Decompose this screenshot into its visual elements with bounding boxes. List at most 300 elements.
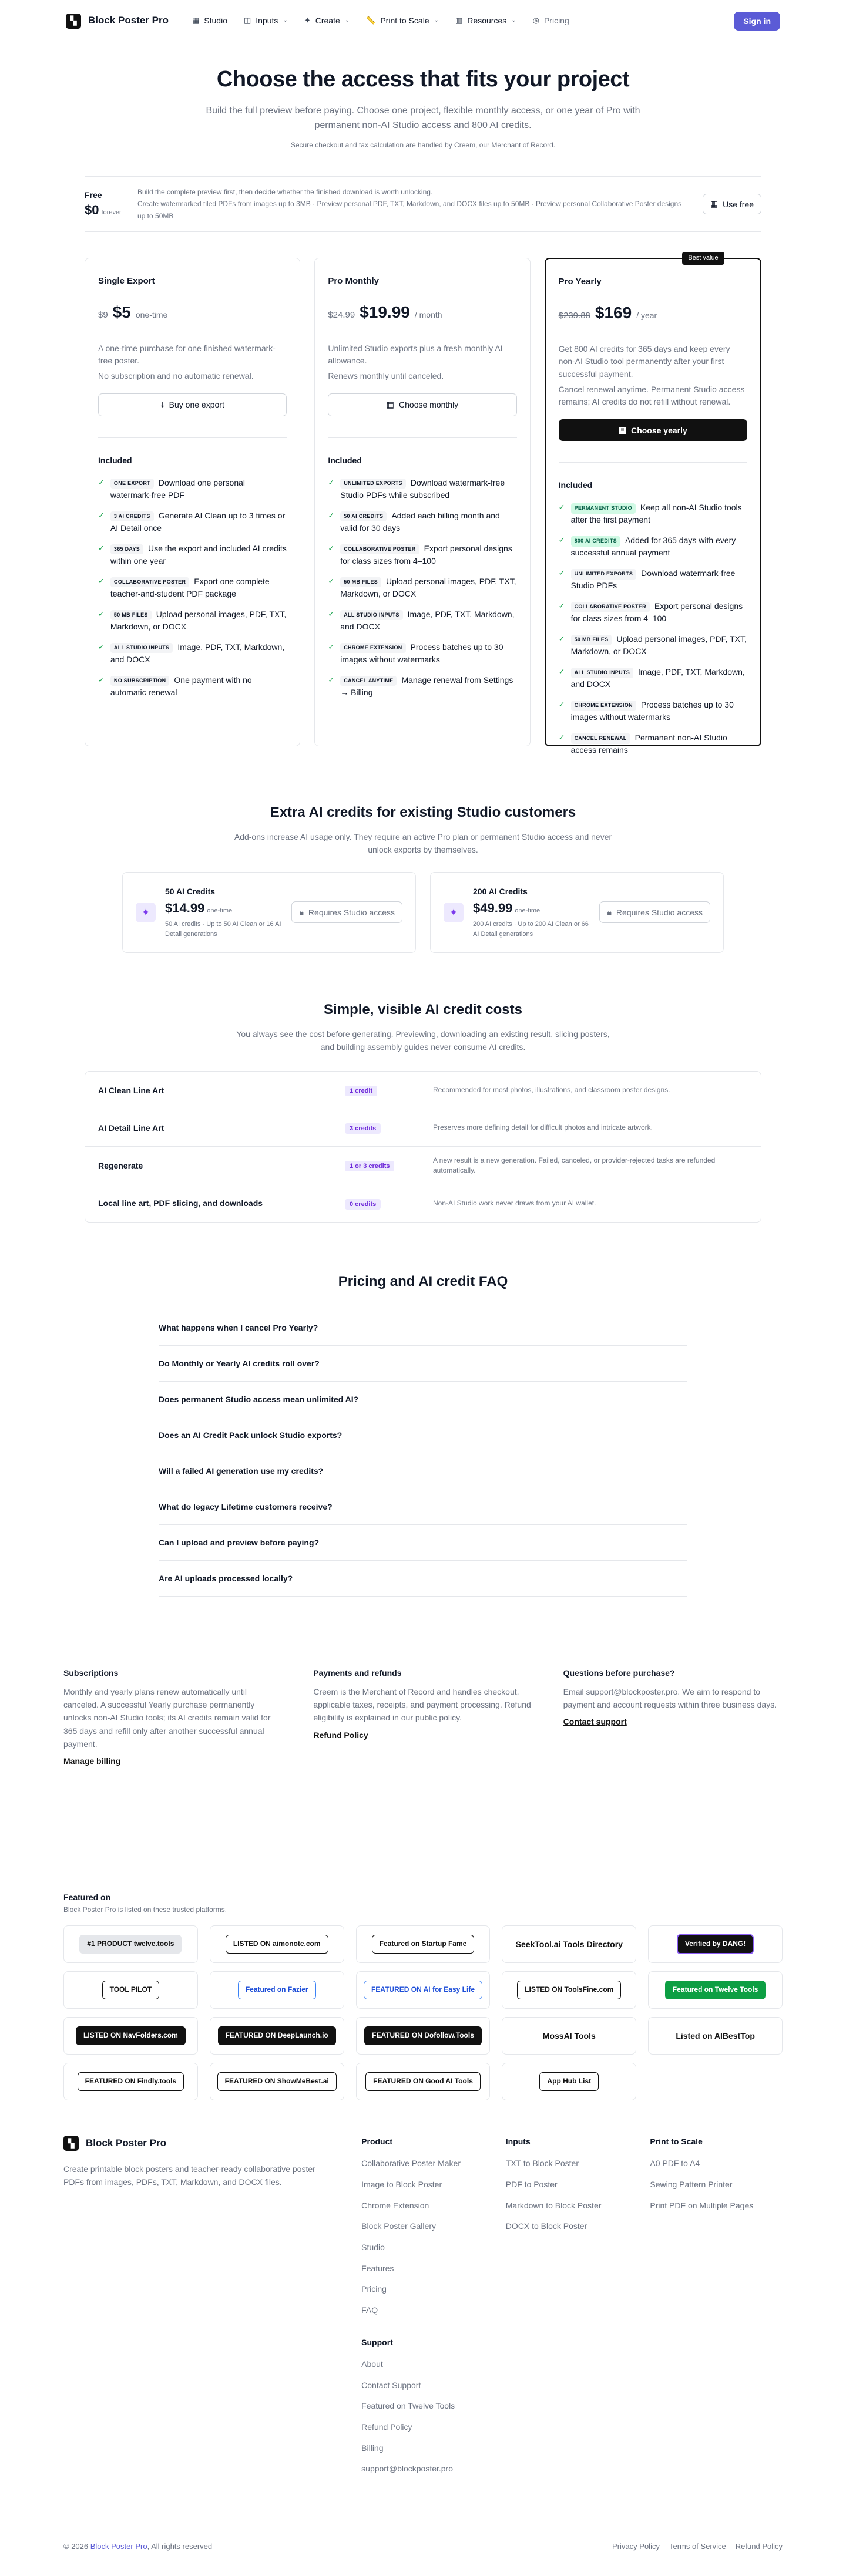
- plan-name: Pro Monthly: [328, 276, 379, 287]
- plan-description: Unlimited Studio exports plus a fresh monthly AI allowance.: [328, 343, 503, 366]
- included-section: [98, 437, 287, 699]
- feature-item: [98, 641, 287, 666]
- feature-list: [559, 501, 747, 756]
- info-column-subscriptions: [63, 1667, 283, 1768]
- featured-cell[interactable]: [648, 1925, 783, 1963]
- refund-policy-link[interactable]: Refund Policy: [313, 1730, 368, 1740]
- footer-link[interactable]: Contact Support: [361, 2380, 421, 2390]
- footer-col-title: Print to Scale: [650, 2136, 703, 2146]
- check-icon: ✓: [98, 642, 105, 651]
- chevron-down-icon: ⌄: [344, 17, 350, 24]
- feature-item: [559, 699, 747, 723]
- featured-badge: Featured on Twelve Tools: [665, 1981, 766, 1999]
- feature-text: Added each billing month and valid for 30 days: [340, 510, 500, 533]
- faq-title: Pricing and AI credit FAQ: [338, 1274, 508, 1290]
- price-value: $49.99: [473, 900, 513, 915]
- plan-cta-button[interactable]: [328, 393, 516, 416]
- credit-badge: 1 or 3 credits: [345, 1161, 394, 1171]
- chevron-down-icon: ⌄: [283, 17, 288, 24]
- costs-subtitle: You always see the cost before generating. Previewing, downloading an existing result, slicing posters, and building assembly guides never consume AI credits.: [236, 1029, 610, 1052]
- footer-link[interactable]: Featured on Twelve Tools: [361, 2401, 455, 2411]
- featured-cell[interactable]: [356, 1925, 491, 1963]
- footer-desc: Create printable block posters and teacher-ready collaborative poster PDFs from images, PDFs, TXT, Markdown, and DOCX files.: [63, 2164, 315, 2187]
- check-icon: ✓: [98, 675, 105, 684]
- footer-link[interactable]: Sewing Pattern Printer: [650, 2179, 733, 2189]
- nav-item-resources[interactable]: [455, 15, 516, 26]
- featured-badge: FEATURED ON Dofollow.Tools: [364, 2026, 482, 2045]
- price-row: [328, 301, 516, 325]
- feature-tag: COLLABORATIVE POSTER: [340, 544, 419, 555]
- featured-cell[interactable]: [648, 2017, 783, 2055]
- included-heading: Included: [98, 455, 132, 465]
- featured-badge: LISTED ON aimonote.com: [226, 1935, 328, 1953]
- feature-tag: 50 MB FILES: [571, 635, 612, 645]
- feature-tag: CANCEL ANYTIME: [340, 676, 397, 686]
- faq-question[interactable]: Can I upload and preview before paying?: [159, 1525, 687, 1561]
- nav-item-print-to-scale[interactable]: [366, 15, 439, 26]
- feature-tag: 365 DAYS: [110, 544, 143, 555]
- featured-badge: FEATURED ON Findly.tools: [78, 2072, 184, 2090]
- footer-link[interactable]: Chrome Extension: [361, 2200, 429, 2210]
- sparkle-icon: ✦: [444, 903, 464, 922]
- info-title: Subscriptions: [63, 1668, 119, 1678]
- featured-badge: FEATURED ON DeepLaunch.io: [218, 2026, 336, 2045]
- footer-link[interactable]: Markdown to Block Poster: [505, 2200, 602, 2210]
- feature-text: Download watermark-free Studio PDFs while subscribed: [340, 477, 505, 500]
- credit-pack-desc: 200 AI credits · Up to 200 AI Clean or 66 AI Detail generations: [473, 921, 589, 938]
- footer-link[interactable]: TXT to Block Poster: [505, 2159, 579, 2168]
- check-icon: ✓: [558, 601, 565, 611]
- bottom-link-refund-policy[interactable]: Refund Policy: [735, 2542, 783, 2551]
- cost-name: Local line art, PDF slicing, and downloads: [98, 1198, 263, 1208]
- featured-cell[interactable]: [210, 1925, 344, 1963]
- cost-table: [85, 1071, 761, 1223]
- footer-link[interactable]: About: [361, 2359, 383, 2369]
- feature-item: [328, 510, 516, 534]
- feature-item: [98, 575, 287, 600]
- requires-access-button[interactable]: [291, 901, 402, 923]
- footer-link[interactable]: Print PDF on Multiple Pages: [650, 2200, 754, 2210]
- cost-name: AI Detail Line Art: [98, 1123, 164, 1133]
- cost-row: [85, 1184, 761, 1222]
- footer-col-title: Support: [361, 2337, 393, 2347]
- nav-item-inputs[interactable]: [244, 15, 288, 26]
- feature-item: [328, 608, 516, 633]
- button-label: Requires Studio access: [616, 907, 703, 917]
- cost-desc: A new result is a new generation. Failed, canceled, or provider-rejected tasks are refunded automatically.: [433, 1156, 716, 1174]
- footer-link[interactable]: PDF to Poster: [505, 2179, 558, 2189]
- cost-desc: Preserves more defining detail for difficult photos and intricate artwork.: [433, 1123, 653, 1132]
- footer-link[interactable]: Image to Block Poster: [361, 2179, 442, 2189]
- footer-link[interactable]: Collaborative Poster Maker: [361, 2159, 461, 2168]
- feature-tag: COLLABORATIVE POSTER: [110, 577, 189, 588]
- faq-question[interactable]: Does permanent Studio access mean unlimited AI?: [159, 1382, 687, 1417]
- copyright-brand-link[interactable]: Block Poster Pro: [90, 2542, 147, 2551]
- check-icon: ✓: [558, 667, 565, 676]
- old-price: $239.88: [558, 311, 590, 321]
- price-period: one-time: [135, 310, 168, 319]
- free-period: forever: [101, 208, 122, 216]
- featured-badge: Verified by DANG!: [677, 1934, 754, 1954]
- plan-card-pro-yearly: [545, 254, 761, 755]
- calendar-icon: ▦: [386, 399, 395, 409]
- faq-question[interactable]: Do Monthly or Yearly AI credits roll over?: [159, 1346, 687, 1382]
- cost-row: [85, 1072, 761, 1109]
- plan-note: No subscription and no automatic renewal.: [98, 371, 254, 380]
- plan-cta-button[interactable]: [559, 419, 747, 441]
- price-period: / year: [636, 311, 657, 320]
- nav-item-label: Create: [315, 16, 340, 26]
- featured-badge: Listed on AIBestTop: [669, 2026, 762, 2045]
- plan-name: Pro Yearly: [558, 277, 602, 287]
- info-column-payments-and-refunds: [313, 1667, 532, 1768]
- free-desc-line2: Create watermarked tiled PDFs from images up to 3MB · Preview personal PDF, TXT, Markdown, and DOCX files up to 50MB · Preview personal Collaborative Poster designs up to 50MB: [137, 200, 682, 220]
- layers-icon: ◫: [244, 16, 251, 25]
- check-icon: ✓: [328, 576, 335, 585]
- contact-support-link[interactable]: Contact support: [563, 1717, 627, 1727]
- feature-text: Manage renewal from Settings → Billing: [340, 675, 513, 697]
- feature-tag: PERMANENT STUDIO: [571, 503, 636, 514]
- current-price: $19.99: [360, 303, 410, 321]
- featured-cell[interactable]: [356, 1971, 491, 2009]
- featured-cell[interactable]: [648, 1971, 783, 2009]
- featured-badge: FEATURED ON Good AI Tools: [365, 2072, 481, 2090]
- calendar-icon: ▦: [618, 425, 627, 435]
- nav-item-studio[interactable]: [192, 15, 227, 26]
- faq-question[interactable]: What do legacy Lifetime customers receive?: [159, 1489, 687, 1525]
- plan-cta-button[interactable]: [98, 393, 287, 416]
- cost-desc: Non-AI Studio work never draws from your AI wallet.: [433, 1198, 596, 1207]
- info-title: Questions before purchase?: [563, 1668, 675, 1678]
- logo-icon: ▚: [66, 14, 81, 29]
- empty-cell: [648, 2063, 783, 2100]
- check-icon: ✓: [98, 510, 105, 520]
- feature-tag: 3 AI CREDITS: [110, 511, 154, 522]
- feature-item: [98, 477, 287, 501]
- credit-badge: 1 credit: [345, 1086, 377, 1096]
- feature-item: [328, 543, 516, 567]
- footer-link[interactable]: Studio: [361, 2242, 385, 2252]
- bottom-bar: [63, 2527, 783, 2576]
- featured-badge: TOOL PILOT: [102, 1981, 160, 1999]
- credit-pack-200-ai-credits: [430, 872, 724, 953]
- feature-text: Export personal designs for class sizes from 4–100: [570, 601, 743, 624]
- featured-cell[interactable]: [502, 2017, 636, 2055]
- use-free-label: Use free: [723, 199, 754, 209]
- featured-badge: Featured on Startup Fame: [372, 1935, 475, 1953]
- chevron-down-icon: ⌄: [511, 17, 516, 24]
- nav-item-pricing[interactable]: [533, 15, 569, 26]
- check-icon: ✓: [328, 609, 335, 618]
- feature-list: [98, 477, 287, 699]
- included-section: [559, 462, 747, 756]
- footer-link[interactable]: Refund Policy: [361, 2422, 412, 2432]
- faq-question[interactable]: Does an AI Credit Pack unlock Studio exports?: [159, 1417, 687, 1453]
- featured-cell[interactable]: [210, 2017, 344, 2055]
- featured-cell[interactable]: [210, 2063, 344, 2100]
- price-row: [98, 301, 287, 325]
- check-icon: ✓: [328, 510, 335, 520]
- included-heading: Included: [328, 455, 362, 465]
- requires-access-button[interactable]: [599, 901, 710, 923]
- sparkle-icon: ✦: [136, 903, 156, 922]
- feature-tag: UNLIMITED EXPORTS: [340, 479, 406, 489]
- check-icon: ✓: [558, 634, 565, 644]
- featured-cell[interactable]: [356, 2017, 491, 2055]
- feature-text: Image, PDF, TXT, Markdown, and DOCX: [340, 609, 515, 631]
- feature-item: [559, 666, 747, 691]
- footer-link[interactable]: DOCX to Block Poster: [505, 2221, 588, 2231]
- free-desc-line1: Build the complete preview first, then decide whether the finished download is worth unlocking.: [137, 188, 433, 197]
- ruler-icon: 📏: [366, 16, 376, 25]
- cta-label: Choose monthly: [399, 400, 459, 410]
- tag-icon: ◎: [532, 16, 539, 25]
- current-price: $5: [112, 303, 131, 321]
- nav-item-label: Pricing: [543, 16, 569, 26]
- check-icon: ✓: [558, 733, 565, 742]
- credit-pack-name: 50 AI Credits: [165, 887, 216, 897]
- feature-item: [328, 674, 516, 699]
- feature-tag: UNLIMITED EXPORTS: [571, 569, 637, 580]
- featured-cell[interactable]: [210, 1971, 344, 2009]
- featured-cell[interactable]: [502, 2063, 636, 2100]
- costs-title: Simple, visible AI credit costs: [324, 1001, 522, 1018]
- bottom-link-terms-of-service[interactable]: Terms of Service: [669, 2542, 726, 2551]
- footer-link[interactable]: Pricing: [361, 2284, 387, 2294]
- cost-row: [85, 1109, 761, 1147]
- plan-name: Single Export: [98, 276, 155, 287]
- cost-name: AI Clean Line Art: [98, 1085, 164, 1095]
- featured-cell[interactable]: [502, 1925, 636, 1963]
- cta-label: Choose yearly: [631, 425, 687, 435]
- footer-col-title: Inputs: [505, 2136, 531, 2146]
- check-icon: ✓: [558, 568, 565, 578]
- old-price: $9: [98, 310, 108, 320]
- feature-text: Use the export and included AI credits within one year: [110, 543, 287, 565]
- check-icon: ✓: [328, 675, 335, 684]
- feature-item: [98, 608, 287, 633]
- featured-cell[interactable]: [63, 2063, 198, 2100]
- price-value: $14.99: [165, 900, 205, 915]
- brand-logo[interactable]: [66, 14, 169, 29]
- feature-text: Process batches up to 30 images without watermarks: [340, 642, 503, 664]
- free-plan-name: Free: [85, 190, 102, 200]
- feature-text: Added for 365 days with every successful annual payment: [570, 536, 736, 558]
- feature-item: [328, 575, 516, 600]
- calendar-icon: ▦: [710, 199, 719, 209]
- credit-pack-price: [473, 899, 590, 918]
- hero-subtitle: Build the full preview before paying. Choose one project, flexible monthly access, or one year of Pro with permanent non-AI Studio access and 800 AI credits.: [206, 106, 640, 130]
- featured-badge: Featured on Fazier: [238, 1981, 316, 1999]
- featured-cell[interactable]: [63, 2017, 198, 2055]
- plan-note: Renews monthly until canceled.: [328, 371, 444, 380]
- check-icon: ✓: [98, 543, 105, 553]
- nav-item-label: Print to Scale: [380, 16, 429, 26]
- lock-icon: 🔒︎: [607, 907, 612, 917]
- free-plan-row: [85, 176, 761, 232]
- check-icon: ✓: [98, 477, 105, 487]
- info-column-questions-before-purchase: [563, 1667, 783, 1768]
- plan-note: Cancel renewal anytime. Permanent Studio access remains; AI credits do not refill without renewal.: [558, 384, 745, 407]
- price-period: / month: [414, 310, 442, 319]
- feature-text: Export one complete teacher-and-student PDF package: [110, 576, 270, 598]
- feature-text: Permanent non-AI Studio access remains: [570, 733, 727, 755]
- featured-badge: #1 PRODUCT twelve.tools: [79, 1935, 182, 1953]
- footer-link[interactable]: support@blockposter.pro: [361, 2464, 454, 2474]
- feature-item: [98, 543, 287, 567]
- feature-text: Download watermark-free Studio PDFs: [570, 568, 736, 591]
- feature-text: Export personal designs for class sizes from 4–100: [340, 543, 512, 565]
- feature-tag: NO SUBSCRIPTION: [110, 676, 170, 686]
- feature-tag: ONE EXPORT: [110, 479, 154, 489]
- check-icon: ✓: [98, 576, 105, 585]
- feature-text: Process batches up to 30 images without watermarks: [570, 700, 734, 722]
- manage-billing-link[interactable]: Manage billing: [63, 1756, 121, 1766]
- faq-question[interactable]: Are AI uploads processed locally?: [159, 1561, 687, 1597]
- lock-icon: 🔒︎: [299, 907, 304, 917]
- featured-badge: LISTED ON NavFolders.com: [76, 2026, 186, 2045]
- cost-desc: Recommended for most photos, illustrations, and classroom poster designs.: [433, 1086, 670, 1095]
- sign-in-button[interactable]: Sign in: [734, 12, 780, 31]
- footer-link[interactable]: Billing: [361, 2443, 384, 2453]
- grid-icon: ▦: [192, 16, 200, 25]
- feature-tag: CHROME EXTENSION: [571, 701, 636, 711]
- info-text: Email support@blockposter.pro. We aim to respond to payment and account requests within three business days.: [563, 1686, 777, 1709]
- download-icon: ⤓: [160, 399, 164, 409]
- feature-text: Image, PDF, TXT, Markdown, and DOCX: [570, 667, 745, 689]
- old-price: $24.99: [328, 310, 355, 320]
- copyright: © 2026 Block Poster Pro, All rights reserved: [63, 2542, 213, 2551]
- faq-question[interactable]: Will a failed AI generation use my credits?: [159, 1453, 687, 1489]
- brand-name: Block Poster Pro: [88, 15, 169, 26]
- featured-subtitle: Block Poster Pro is listed on these trusted platforms.: [63, 1905, 227, 1914]
- bottom-link-privacy-policy[interactable]: Privacy Policy: [612, 2542, 660, 2551]
- top-nav: [0, 0, 846, 42]
- feature-item: [98, 674, 287, 699]
- feature-tag: ALL STUDIO INPUTS: [340, 610, 402, 621]
- button-label: Requires Studio access: [308, 907, 395, 917]
- chevron-down-icon: ⌄: [434, 17, 439, 24]
- cta-label: Buy one export: [169, 400, 224, 410]
- cost-row: [85, 1147, 761, 1184]
- featured-badge: App Hub List: [539, 2072, 599, 2090]
- feature-list: [328, 477, 516, 699]
- best-value-badge: Best value: [682, 252, 724, 265]
- footer-col-title: Product: [361, 2136, 393, 2146]
- feature-item: [559, 567, 747, 592]
- feature-text: Upload personal images, PDF, TXT, Markdown, or DOCX: [570, 634, 747, 656]
- info-text: Creem is the Merchant of Record and handles checkout, applicable taxes, receipts, and payment processing. Refund eligibility is explained in our public policy.: [313, 1686, 531, 1723]
- featured-cell[interactable]: [63, 1971, 198, 2009]
- footer-link[interactable]: Block Poster Gallery: [361, 2221, 436, 2231]
- featured-cell[interactable]: [63, 1925, 198, 1963]
- price-period: one-time: [207, 907, 233, 914]
- feature-item: [559, 600, 747, 625]
- credit-badge: 0 credits: [345, 1199, 381, 1210]
- footer-link[interactable]: Features: [361, 2263, 394, 2273]
- featured-badge: MossAI Tools: [536, 2026, 603, 2045]
- faq-list: [159, 1310, 687, 1597]
- feature-tag: 800 AI CREDITS: [571, 536, 620, 547]
- feature-item: [98, 510, 287, 534]
- info-title: Payments and refunds: [313, 1668, 402, 1678]
- footer-link[interactable]: A0 PDF to A4: [650, 2159, 700, 2168]
- plans-grid: [85, 254, 761, 755]
- page-title: Choose the access that fits your project: [216, 67, 630, 92]
- featured-badge: FEATURED ON AI for Easy Life: [364, 1981, 482, 1999]
- bar-chart-icon: ▥: [455, 16, 463, 25]
- credit-pack-name: 200 AI Credits: [473, 887, 528, 897]
- feature-text: Image, PDF, TXT, Markdown, and DOCX: [110, 642, 285, 664]
- cost-name: Regenerate: [98, 1160, 143, 1170]
- feature-tag: 50 MB FILES: [340, 577, 381, 588]
- feature-tag: CHROME EXTENSION: [340, 643, 405, 654]
- featured-section: [63, 1891, 783, 2100]
- logo-icon: ▚: [63, 2136, 79, 2151]
- plan-card-single-export: [85, 258, 300, 746]
- feature-item: [559, 501, 747, 526]
- check-icon: ✓: [98, 609, 105, 618]
- use-free-button[interactable]: [703, 194, 761, 214]
- nav-item-label: Studio: [204, 16, 227, 26]
- footer-logo[interactable]: [63, 2136, 343, 2151]
- feature-text: One payment with no automatic renewal: [110, 675, 252, 697]
- featured-title: Featured on: [63, 1893, 111, 1902]
- price-row: [559, 301, 747, 325]
- feature-tag: 50 MB FILES: [110, 610, 152, 621]
- feature-text: Upload personal images, PDF, TXT, Markdown, or DOCX: [340, 576, 516, 598]
- nav-item-create[interactable]: [304, 15, 350, 26]
- feature-text: Upload personal images, PDF, TXT, Markdown, or DOCX: [110, 609, 287, 631]
- secure-note: Secure checkout and tax calculation are handled by Creem, our Merchant of Record.: [290, 140, 556, 149]
- featured-badge: LISTED ON ToolsFine.com: [517, 1981, 621, 1999]
- feature-text: Keep all non-AI Studio tools after the first payment: [570, 503, 742, 525]
- extra-credits-subtitle: Add-ons increase AI usage only. They require an active Pro plan or permanent Studio access and never unlock exports by themselves.: [234, 832, 612, 855]
- check-icon: ✓: [558, 536, 565, 545]
- featured-cell[interactable]: [502, 1971, 636, 2009]
- faq-question[interactable]: What happens when I cancel Pro Yearly?: [159, 1310, 687, 1346]
- feature-tag: 50 AI CREDITS: [340, 511, 387, 522]
- info-text: Monthly and yearly plans renew automatically until canceled. A successful Yearly purchase permanently unlocks non-AI Studio tools; its AI credits remain valid for 365 days and refill only after another successful annual payment.: [63, 1686, 271, 1749]
- featured-cell[interactable]: [356, 2063, 491, 2100]
- sparkle-icon: ✦: [304, 16, 311, 25]
- nav-item-label: Inputs: [256, 16, 278, 26]
- feature-tag: CANCEL RENEWAL: [571, 733, 630, 744]
- feature-item: [328, 477, 516, 501]
- feature-text: Generate AI Clean up to 3 times or AI Detail once: [110, 510, 286, 533]
- credit-pack-desc: 50 AI credits · Up to 50 AI Clean or 16 AI Detail generations: [165, 921, 281, 938]
- plan-description: A one-time purchase for one finished watermark-free poster.: [98, 343, 276, 366]
- included-section: [328, 437, 516, 699]
- featured-badge: SeekTool.ai Tools Directory: [509, 1935, 630, 1954]
- price-period: one-time: [515, 907, 540, 914]
- extra-credits-title: Extra AI credits for existing Studio customers: [270, 804, 576, 821]
- feature-item: [559, 534, 747, 559]
- feature-item: [559, 732, 747, 756]
- plan-card-pro-monthly: [314, 258, 530, 746]
- info-columns: [63, 1667, 783, 1768]
- nav-item-label: Resources: [467, 16, 507, 26]
- feature-text: Download one personal watermark-free PDF: [110, 477, 246, 500]
- featured-badge: FEATURED ON ShowMeBest.ai: [217, 2072, 337, 2090]
- footer-link[interactable]: FAQ: [361, 2305, 378, 2315]
- feature-item: [559, 633, 747, 658]
- check-icon: ✓: [558, 503, 565, 512]
- free-price: $0: [85, 202, 99, 217]
- check-icon: ✓: [328, 477, 335, 487]
- credit-pack-price: [165, 899, 282, 918]
- footer: [63, 2136, 783, 2480]
